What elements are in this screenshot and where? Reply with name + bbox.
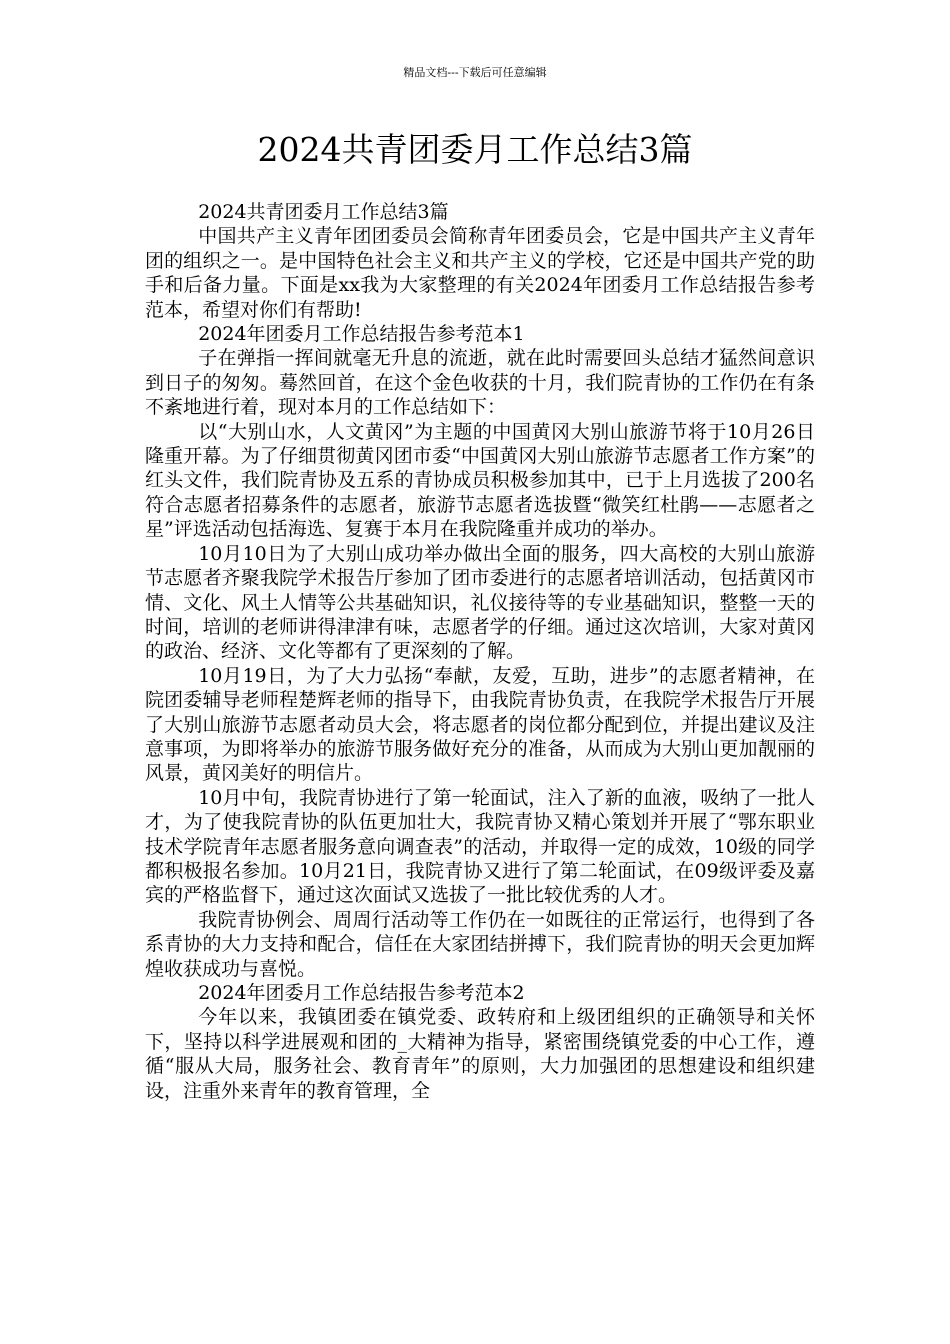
page-header: 精品文档---下载后可任意编辑 (403, 66, 547, 79)
paragraph: 以“大别山水，人文黄冈”为主题的中国黄冈大别山旅游节将于10月26日隆重开幕。为了仔细贯彻黄冈团市委“中国黄冈大别山旅游节志愿者工作方案”的红头文件，我们院青协及五系的青协成员积极参加其中，已于上月选拔了200名符合志愿者招募条件的志愿者，旅游节志愿者选拔暨“微笑红杜鹃——志愿者之星”评选活动包括海选、复赛于本月在我院隆重并成功的举办。 (145, 420, 815, 541)
document-body (145, 200, 815, 1103)
paragraph-intro: 中国共产主义青年团团委员会简称青年团委员会，它是中国共产主义青年团的组织之一。是中国特色社会主义和共产主义的学校，它还是中国共产党的助手和后备力量。下面是xx我为大家整理的有关2024年团委月工作总结报告参考范本，希望对你们有帮助! (145, 225, 815, 321)
paragraph: 10月中旬，我院青协进行了第一轮面试，注入了新的血液，吸纳了一批人才，为了使我院青协的队伍更加壮大，我院青协又精心策划并开展了“鄂东职业技术学院青年志愿者服务意向调查表”的活动，并取得一定的成效，10级的同学都积极报名参加。10月21日，我院青协又进行了第二轮面试，在09级评委及嘉宾的严格监督下，通过这次面试又选拔了一批比较优秀的人才。 (145, 786, 815, 907)
paragraph: 我院青协例会、周周行活动等工作仍在一如既往的正常运行，也得到了各系青协的大力支持和配合，信任在大家团结拼搏下，我们院青协的明天会更加辉煌收获成功与喜悦。 (145, 908, 815, 980)
paragraph: 子在弹指一挥间就毫无升息的流逝，就在此时需要回头总结才猛然间意识到日子的匆匆。蓦然回首，在这个金色收获的十月，我们院青协的工作仍在有条不紊地进行着，现对本月的工作总结如下： (145, 347, 815, 419)
paragraph: 10月10日为了大别山成功举办做出全面的服务，四大高校的大别山旅游节志愿者齐聚我院学术报告厅参加了团市委进行的志愿者培训活动，包括黄冈市情、文化、风土人情等公共基础知识，礼仪接待等的专业基础知识，整整一天的时间，培训的老师讲得津津有味，志愿者学的仔细。通过这次培训，大家对黄冈的政治、经济、文化等都有了更深刻的了解。 (145, 542, 815, 663)
document-title: 2024共青团委月工作总结3篇 (257, 130, 693, 169)
paragraph: 10月19日，为了大力弘扬“奉献，友爱，互助，进步”的志愿者精神，在院团委辅导老师程楚辉老师的指导下，由我院青协负责，在我院学术报告厅开展了大别山旅游节志愿者动员大会，将志愿者的岗位都分配到位，并提出建议及注意事项，为即将举办的旅游节服务做好充分的准备，从而成为大别山更加靓丽的风景，黄冈美好的明信片。 (145, 664, 815, 785)
paragraph-subtitle: 2024共青团委月工作总结3篇 (198, 201, 449, 223)
section-heading-2: 2024年团委月工作总结报告参考范本2 (198, 982, 525, 1004)
paragraph: 今年以来，我镇团委在镇党委、政转府和上级团组织的正确领导和关怀下，坚持以科学进展观和团的_大精神为指导，紧密围绕镇党委的中心工作，遵循“服从大局，服务社会、教育青年”的原则，大力加强团的思想建设和组织建设，注重外来青年的教育管理，全 (145, 1006, 815, 1102)
section-heading-1: 2024年团委月工作总结报告参考范本1 (198, 323, 525, 346)
